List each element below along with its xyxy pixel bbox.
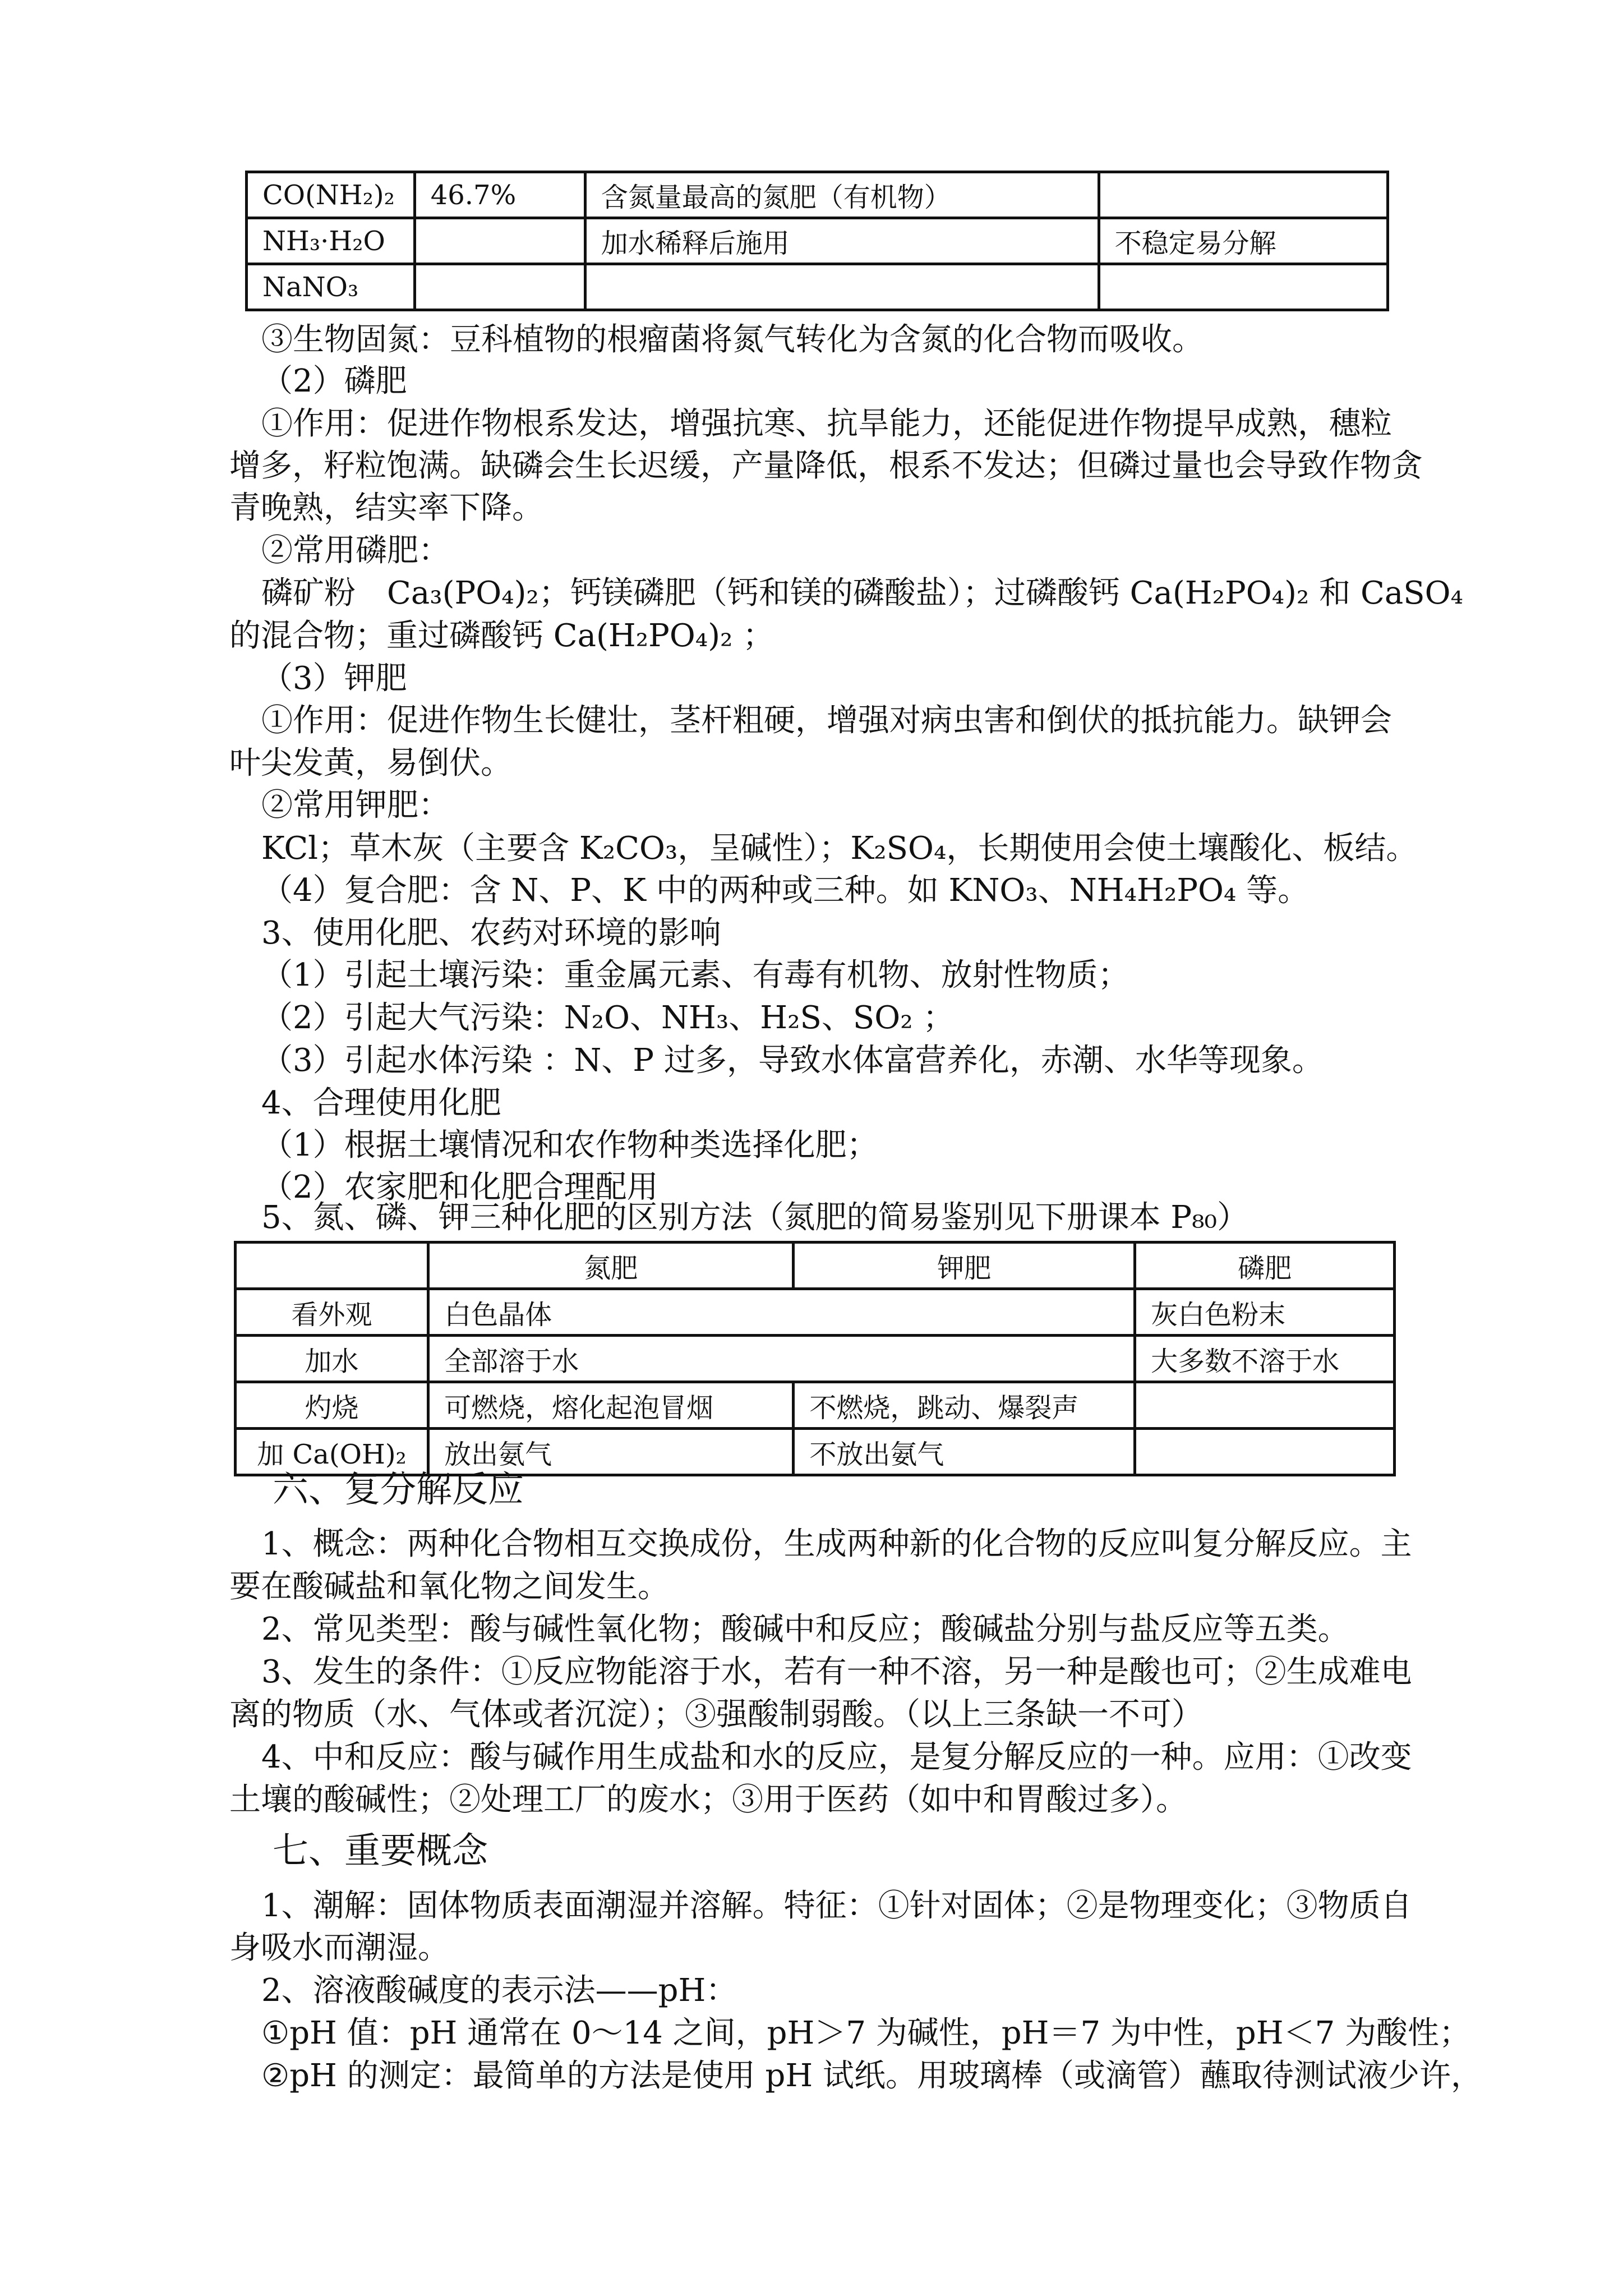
section-heading: 4、合理使用化肥 [261, 1085, 501, 1121]
table-row [236, 1429, 1395, 1475]
fertilizer-table [245, 171, 1389, 311]
paragraph: 土壤的酸碱性；②处理工厂的废水；③用于医药（如中和胃酸过多）。 [229, 1782, 1187, 1818]
table-row [236, 1336, 1395, 1382]
paragraph: （1）引起土壤污染：重金属元素、有毒有机物、放射性物质； [261, 957, 1129, 993]
paragraph: 2、溶液酸碱度的表示法——pH： [261, 1972, 737, 2009]
table-row [236, 1382, 1395, 1429]
paragraph: 2、常见类型：酸与碱性氧化物；酸碱中和反应；酸碱盐分别与盐反应等五类。 [261, 1611, 1349, 1648]
table-cell: 46.7% [414, 172, 585, 218]
paragraph: 3、发生的条件：①反应物能溶于水，若有一种不溶，另一种是酸也可；②生成难电 [261, 1654, 1412, 1690]
section-title: 七、重要概念 [273, 1830, 488, 1872]
table-cell: 加水稀释后施用 [585, 218, 1099, 264]
table-cell: 加 Ca(OH)₂ [236, 1429, 428, 1475]
section-heading: 3、使用化肥、农药对环境的影响 [261, 915, 721, 951]
table-cell: 不燃烧，跳动、爆裂声 [794, 1382, 1135, 1429]
paragraph: 的混合物；重过磷酸钙 Ca(H₂PO₄)₂ ； [229, 618, 774, 654]
paragraph: ①作用：促进作物根系发达，增强抗寒、抗旱能力，还能促进作物提早成熟，穗粒 [261, 406, 1392, 442]
table-header-cell: 磷肥 [1135, 1243, 1395, 1289]
paragraph: ②常用磷肥： [261, 532, 450, 569]
table-row [236, 1289, 1395, 1336]
paragraph: （1）根据土壤情况和农作物种类选择化肥； [261, 1127, 878, 1163]
section-heading: （2）磷肥 [261, 363, 407, 399]
table-cell: 不稳定易分解 [1099, 218, 1387, 264]
table-cell: CO(NH₂)₂ [247, 172, 415, 218]
paragraph: ①作用：促进作物生长健壮，茎杆粗硬，增强对病虫害和倒伏的抵抗能力。缺钾会 [261, 702, 1392, 739]
paragraph: 4、中和反应：酸与碱作用生成盐和水的反应，是复分解反应的一种。应用：①改变 [261, 1739, 1412, 1775]
table-header-cell: 钾肥 [794, 1243, 1135, 1289]
paragraph: ③生物固氮：豆科植物的根瘤菌将氮气转化为含氮的化合物而吸收。 [261, 321, 1204, 358]
table-cell: NH₃·H₂O [247, 218, 415, 264]
table-cell: 可燃烧，熔化起泡冒烟 [428, 1382, 794, 1429]
table-cell: 白色晶体 [428, 1289, 1135, 1336]
table-header-row [236, 1243, 1395, 1289]
table-row [247, 172, 1388, 218]
paragraph: ②常用钾肥： [261, 787, 450, 823]
table-cell: 灰白色粉末 [1135, 1289, 1395, 1336]
table-cell: 加水 [236, 1336, 428, 1382]
table-cell: NaNO₃ [247, 264, 415, 310]
paragraph: 要在酸碱盐和氧化物之间发生。 [229, 1568, 669, 1605]
table-header-cell: 氮肥 [428, 1243, 794, 1289]
section-heading: 5、氮、磷、钾三种化肥的区别方法（氮肥的简易鉴别见下册课本 P₈₀） [261, 1199, 1249, 1236]
fertilizer-identification-table [234, 1241, 1396, 1476]
section-heading: （3）钾肥 [261, 660, 407, 697]
paragraph: 磷矿粉 Ca₃(PO₄)₂；钙镁磷肥（钙和镁的磷酸盐）；过磷酸钙 Ca(H₂PO₄)₂ 和 CaSO₄ [261, 575, 1463, 611]
paragraph: （2）引起大气污染：N₂O、NH₃、H₂S、SO₂ ； [261, 1000, 955, 1036]
paragraph: 离的物质（水、气体或者沉淀）；③强酸制弱酸。（以上三条缺一不可） [229, 1696, 1203, 1733]
table-cell: 不放出氨气 [794, 1429, 1135, 1475]
paragraph: （4）复合肥：含 N、P、K 中的两种或三种。如 KNO₃、NH₄H₂PO₄ 等。 [261, 872, 1310, 909]
table-cell [585, 264, 1099, 310]
table-cell [1099, 172, 1387, 218]
table-cell: 放出氨气 [428, 1429, 794, 1475]
paragraph: 身吸水而潮湿。 [229, 1930, 449, 1966]
section-title: 六、复分解反应 [273, 1469, 524, 1511]
paragraph: 1、潮解：固体物质表面潮湿并溶解。特征：①针对固体；②是物理变化；③物质自 [261, 1888, 1412, 1924]
table-cell [414, 218, 585, 264]
table-row [247, 264, 1388, 310]
paragraph: 1、概念：两种化合物相互交换成份，生成两种新的化合物的反应叫复分解反应。主 [261, 1526, 1412, 1562]
table-cell: 含氮量最高的氮肥（有机物） [585, 172, 1099, 218]
paragraph: 叶尖发黄，易倒伏。 [229, 745, 512, 781]
table-cell [1135, 1429, 1395, 1475]
paragraph: （2）农家肥和化肥合理配用 [261, 1169, 658, 1205]
paragraph: KCl；草木灰（主要含 K₂CO₃，呈碱性）；K₂SO₄，长期使用会使土壤酸化、板结。 [261, 830, 1418, 867]
table-cell [1135, 1382, 1395, 1429]
table-cell [1099, 264, 1387, 310]
table-row [247, 218, 1388, 264]
table-cell: 大多数不溶于水 [1135, 1336, 1395, 1382]
table-cell: 全部溶于水 [428, 1336, 1135, 1382]
paragraph: （3）引起水体污染 ：N、P 过多，导致水体富营养化，赤潮、水华等现象。 [261, 1042, 1324, 1079]
table-cell: 灼烧 [236, 1382, 428, 1429]
paragraph: ②pH 的测定：最简单的方法是使用 pH 试纸。用玻璃棒（或滴管）蘸取待测试液少许， [261, 2058, 1482, 2094]
paragraph: 增多，籽粒饱满。缺磷会生长迟缓，产量降低，根系不发达；但磷过量也会导致作物贪 [229, 448, 1423, 484]
table-header-cell [236, 1243, 428, 1289]
table-cell [414, 264, 585, 310]
table-cell: 看外观 [236, 1289, 428, 1336]
paragraph: ①pH 值：pH 通常在 0～14 之间，pH＞7 为碱性，pH＝7 为中性，pH＜7 为酸性； [261, 2015, 1470, 2051]
paragraph: 青晚熟，结实率下降。 [229, 490, 543, 526]
